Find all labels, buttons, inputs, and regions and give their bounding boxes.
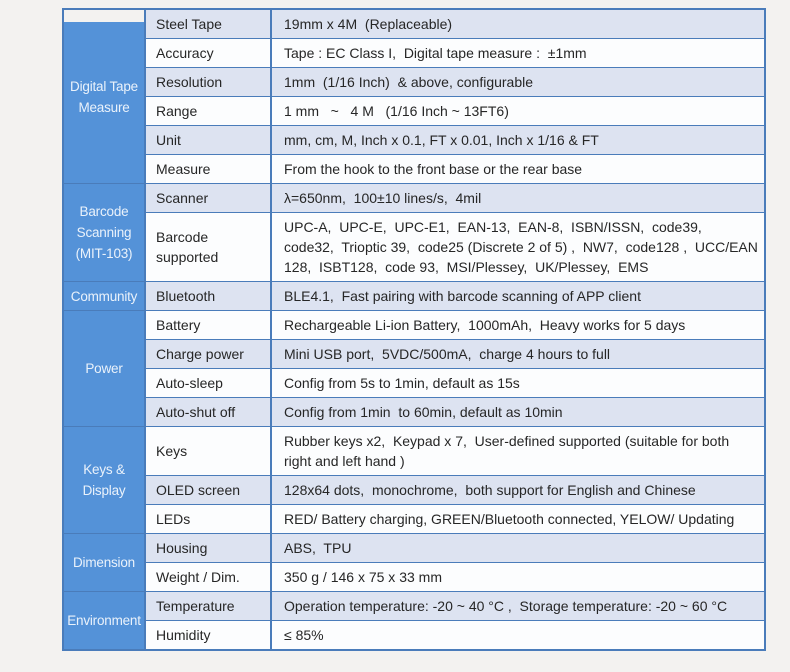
value-cell: mm, cm, M, Inch x 0.1, FT x 0.01, Inch x 1/16 & FT xyxy=(271,126,765,155)
property-cell: OLED screen xyxy=(145,476,271,505)
table-row xyxy=(63,68,765,97)
value-cell: UPC-A, UPC-E, UPC-E1, EAN-13, EAN-8, ISBN/ISSN, code39, code32, Trioptic 39, code25 (Discrete 2 of 5) , NW7, code128 , UCC/EAN 128, ISBT128, code 93, MSI/Plessey, UK/Plessey, EMS xyxy=(271,213,765,282)
table-row xyxy=(63,592,765,621)
table-row xyxy=(63,9,765,39)
table-row xyxy=(63,398,765,427)
property-cell: Auto-sleep xyxy=(145,369,271,398)
property-cell: Temperature xyxy=(145,592,271,621)
property-cell: Keys xyxy=(145,427,271,476)
value-cell: From the hook to the front base or the rear base xyxy=(271,155,765,184)
category-cell xyxy=(63,9,145,184)
table-row xyxy=(63,563,765,592)
property-cell: Unit xyxy=(145,126,271,155)
table-row xyxy=(63,155,765,184)
value-cell: Operation temperature: -20 ~ 40 °C , Storage temperature: -20 ~ 60 °C xyxy=(271,592,765,621)
value-cell: Rubber keys x2, Keypad x 7, User-defined supported (suitable for both right and left hand ) xyxy=(271,427,765,476)
category-cell xyxy=(63,592,145,651)
spec-table xyxy=(62,8,766,651)
value-cell: BLE4.1, Fast pairing with barcode scanning of APP client xyxy=(271,282,765,311)
property-cell: Range xyxy=(145,97,271,126)
table-row xyxy=(63,282,765,311)
property-cell: Scanner xyxy=(145,184,271,213)
table-row xyxy=(63,369,765,398)
category-cell xyxy=(63,184,145,282)
category-cell xyxy=(63,282,145,311)
property-cell: Resolution xyxy=(145,68,271,97)
property-cell: Barcode supported xyxy=(145,213,271,282)
category-label: Community xyxy=(70,288,138,304)
property-cell: Auto-shut off xyxy=(145,398,271,427)
table-row xyxy=(63,505,765,534)
property-cell: LEDs xyxy=(145,505,271,534)
property-cell: Bluetooth xyxy=(145,282,271,311)
category-label: Environment xyxy=(67,613,141,628)
category-cell xyxy=(63,534,145,592)
spec-table-body xyxy=(63,9,765,650)
value-cell: 350 g / 146 x 75 x 33 mm xyxy=(271,563,765,592)
property-cell: Steel Tape xyxy=(145,9,271,39)
value-cell: ABS, TPU xyxy=(271,534,765,563)
property-cell: Charge power xyxy=(145,340,271,369)
table-row xyxy=(63,427,765,476)
value-cell: Rechargeable Li-ion Battery, 1000mAh, Heavy works for 5 days xyxy=(271,311,765,340)
table-row xyxy=(63,97,765,126)
value-cell: 128x64 dots, monochrome, both support for English and Chinese xyxy=(271,476,765,505)
property-cell: Accuracy xyxy=(145,39,271,68)
category-label: Power xyxy=(85,361,123,376)
table-row xyxy=(63,184,765,213)
table-row xyxy=(63,340,765,369)
category-label: Keys & Display xyxy=(82,462,126,498)
value-cell: Config from 5s to 1min, default as 15s xyxy=(271,369,765,398)
table-row xyxy=(63,311,765,340)
value-cell: Mini USB port, 5VDC/500mA, charge 4 hours to full xyxy=(271,340,765,369)
table-row xyxy=(63,39,765,68)
value-cell: 1 mm ~ 4 M (1/16 Inch ~ 13FT6) xyxy=(271,97,765,126)
category-cell xyxy=(63,311,145,427)
property-cell: Battery xyxy=(145,311,271,340)
value-cell: 1mm (1/16 Inch) & above, configurable xyxy=(271,68,765,97)
category-label: Barcode Scanning (MIT-103) xyxy=(75,204,133,261)
property-cell: Measure xyxy=(145,155,271,184)
table-row xyxy=(63,213,765,282)
property-cell: Weight / Dim. xyxy=(145,563,271,592)
value-cell: λ=650nm, 100±10 lines/s, 4mil xyxy=(271,184,765,213)
property-cell: Humidity xyxy=(145,621,271,651)
property-cell: Housing xyxy=(145,534,271,563)
category-label: Digital Tape Measure xyxy=(70,78,138,115)
table-row xyxy=(63,621,765,651)
value-cell: 19mm x 4M (Replaceable) xyxy=(271,9,765,39)
table-row xyxy=(63,476,765,505)
value-cell: RED/ Battery charging, GREEN/Bluetooth connected, YELOW/ Updating xyxy=(271,505,765,534)
value-cell: Config from 1min to 60min, default as 10min xyxy=(271,398,765,427)
value-cell: ≤ 85% xyxy=(271,621,765,651)
category-cell xyxy=(63,427,145,534)
value-cell: Tape : EC Class I, Digital tape measure : ±1mm xyxy=(271,39,765,68)
category-label: Dimension xyxy=(73,555,135,570)
table-row xyxy=(63,126,765,155)
table-row xyxy=(63,534,765,563)
